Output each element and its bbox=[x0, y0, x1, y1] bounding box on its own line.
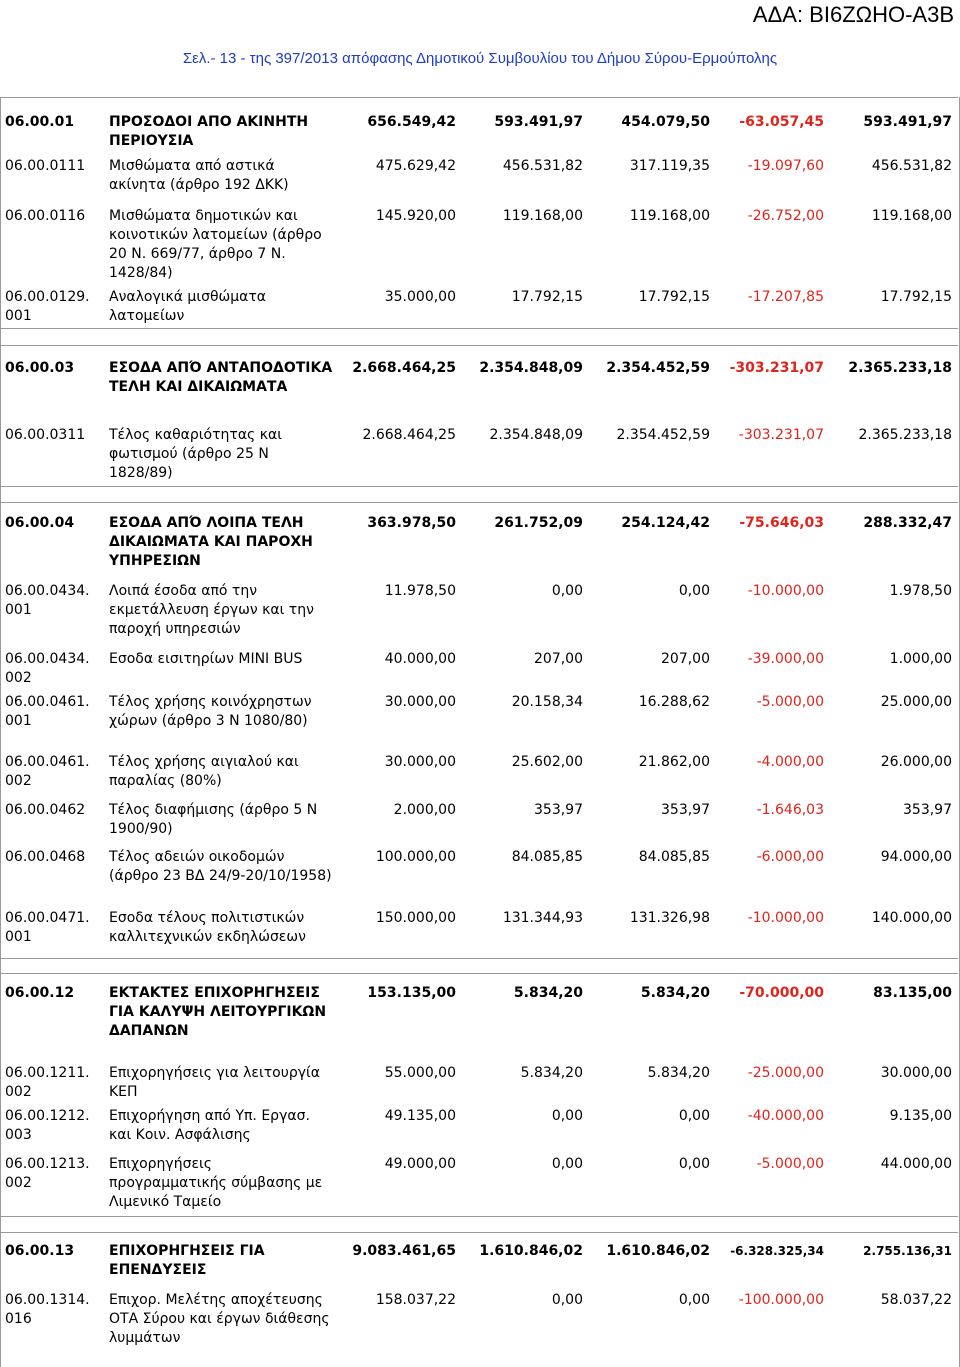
value-col-4: -70.000,00 bbox=[739, 985, 824, 1001]
account-description: Εσοδα εισιτηρίων MINI BUS bbox=[109, 651, 303, 667]
account-code: 06.00.0434. 002 bbox=[5, 651, 90, 686]
value-col-3: 0,00 bbox=[678, 583, 710, 599]
account-description: Εσοδα τέλους πολιτιστικών καλλιτεχνικών εκδηλώσεων bbox=[109, 910, 306, 945]
value-col-1: 656.549,42 bbox=[367, 114, 456, 130]
value-col-2: 2.354.848,09 bbox=[479, 360, 583, 376]
value-col-3: 454.079,50 bbox=[621, 114, 710, 130]
value-col-5: 2.365.233,18 bbox=[848, 360, 952, 376]
value-col-3: 0,00 bbox=[678, 1156, 710, 1172]
account-code: 06.00.0434. 001 bbox=[5, 583, 90, 618]
account-description: ΕΣΟΔΑ ΑΠΌ ΛΟΙΠΑ ΤΕΛΗ ΔΙΚΑΙΩΜΑΤΑ ΚΑΙ ΠΑΡΟΧΗ ΥΠΗΡΕΣΙΩΝ bbox=[109, 515, 313, 569]
value-col-2: 20.158,34 bbox=[511, 694, 583, 710]
value-col-4: -1.646,03 bbox=[756, 802, 824, 818]
value-col-4: -303.231,07 bbox=[738, 427, 824, 443]
account-description: Αναλογικά μισθώματα λατομείων bbox=[109, 289, 267, 324]
value-col-5: 26.000,00 bbox=[880, 754, 952, 770]
value-col-2: 0,00 bbox=[551, 1292, 583, 1308]
account-code: 06.00.0111 bbox=[5, 158, 86, 174]
value-col-4: -25.000,00 bbox=[747, 1065, 824, 1081]
account-code: 06.00.1213. 002 bbox=[5, 1156, 90, 1191]
account-code: 06.00.0468 bbox=[5, 849, 86, 865]
value-col-3: 16.288,62 bbox=[638, 694, 710, 710]
account-code: 06.00.04 bbox=[5, 515, 75, 531]
value-col-4: -10.000,00 bbox=[747, 583, 824, 599]
value-col-4: -6.328.325,34 bbox=[730, 1244, 824, 1258]
value-col-2: 84.085,85 bbox=[511, 849, 583, 865]
value-col-4: -6.000,00 bbox=[756, 849, 824, 865]
value-col-2: 5.834,20 bbox=[513, 985, 583, 1001]
value-col-4: -5.000,00 bbox=[756, 1156, 824, 1172]
value-col-5: 456.531,82 bbox=[871, 158, 952, 174]
value-col-4: -40.000,00 bbox=[747, 1108, 824, 1124]
value-col-1: 2.000,00 bbox=[393, 802, 456, 818]
account-code: 06.00.0461. 002 bbox=[5, 754, 90, 789]
value-col-5: 119.168,00 bbox=[871, 208, 952, 224]
account-code: 06.00.1211. 002 bbox=[5, 1065, 90, 1100]
account-code: 06.00.0471. 001 bbox=[5, 910, 90, 945]
budget-section bbox=[0, 345, 958, 487]
value-col-1: 100.000,00 bbox=[375, 849, 456, 865]
value-col-5: 1.978,50 bbox=[889, 583, 952, 599]
value-col-1: 40.000,00 bbox=[384, 651, 456, 667]
account-code: 06.00.13 bbox=[5, 1243, 75, 1259]
value-col-2: 593.491,97 bbox=[494, 114, 583, 130]
value-col-3: 131.326,98 bbox=[629, 910, 710, 926]
value-col-1: 475.629,42 bbox=[375, 158, 456, 174]
value-col-2: 207,00 bbox=[534, 651, 583, 667]
account-description: ΕΚΤΑΚΤΕΣ ΕΠΙΧΟΡΗΓΗΣΕΙΣ ΓΙΑ ΚΑΛΥΨΗ ΛΕΙΤΟΥΡΓΙΚΩΝ ΔΑΠΑΝΩΝ bbox=[109, 985, 327, 1039]
value-col-4: -303.231,07 bbox=[729, 360, 824, 376]
value-col-4: -100.000,00 bbox=[738, 1292, 824, 1308]
value-col-5: 30.000,00 bbox=[880, 1065, 952, 1081]
account-code: 06.00.0462 bbox=[5, 802, 86, 818]
value-col-5: 353,97 bbox=[903, 802, 952, 818]
value-col-3: 317.119,35 bbox=[629, 158, 710, 174]
account-description: Επιχορηγήσεις προγραμματικής σύμβασης με Λιμενικό Ταμείο bbox=[109, 1156, 323, 1210]
budget-section bbox=[0, 1232, 958, 1367]
value-col-3: 0,00 bbox=[678, 1108, 710, 1124]
value-col-4: -5.000,00 bbox=[756, 694, 824, 710]
account-description: Τέλος καθαριότητας και φωτισμού (άρθρο 25 Ν 1828/89) bbox=[109, 427, 282, 481]
account-code: 06.00.0311 bbox=[5, 427, 86, 443]
value-col-3: 2.354.452,59 bbox=[616, 427, 710, 443]
value-col-5: 593.491,97 bbox=[863, 114, 952, 130]
value-col-2: 0,00 bbox=[551, 583, 583, 599]
value-col-4: -17.207,85 bbox=[747, 289, 824, 305]
value-col-3: 254.124,42 bbox=[621, 515, 710, 531]
value-col-3: 5.834,20 bbox=[647, 1065, 710, 1081]
value-col-5: 140.000,00 bbox=[871, 910, 952, 926]
account-description: Επιχορ. Μελέτης αποχέτευσης ΟΤΑ Σύρου και έργων διάθεσης λυμμάτων bbox=[109, 1292, 330, 1346]
account-description: Λοιπά έσοδα από την εκμετάλλευση έργων και την παροχή υπηρεσιών bbox=[109, 583, 314, 637]
value-col-5: 9.135,00 bbox=[889, 1108, 952, 1124]
account-code: 06.00.1314. 016 bbox=[5, 1292, 90, 1327]
value-col-4: -4.000,00 bbox=[756, 754, 824, 770]
account-description: Τέλος χρήσης κοινόχρηστων χώρων (άρθρο 3 Ν 1080/80) bbox=[109, 694, 312, 729]
value-col-3: 353,97 bbox=[661, 802, 710, 818]
account-code: 06.00.0461. 001 bbox=[5, 694, 90, 729]
value-col-1: 49.000,00 bbox=[384, 1156, 456, 1172]
value-col-3: 5.834,20 bbox=[640, 985, 710, 1001]
value-col-3: 2.354.452,59 bbox=[606, 360, 710, 376]
value-col-4: -39.000,00 bbox=[747, 651, 824, 667]
value-col-4: -19.097,60 bbox=[747, 158, 824, 174]
value-col-4: -26.752,00 bbox=[747, 208, 824, 224]
value-col-1: 363.978,50 bbox=[367, 515, 456, 531]
value-col-2: 261.752,09 bbox=[494, 515, 583, 531]
value-col-3: 17.792,15 bbox=[638, 289, 710, 305]
value-col-5: 25.000,00 bbox=[880, 694, 952, 710]
value-col-5: 1.000,00 bbox=[889, 651, 952, 667]
value-col-5: 2.755.136,31 bbox=[863, 1244, 952, 1258]
value-col-1: 153.135,00 bbox=[367, 985, 456, 1001]
value-col-5: 17.792,15 bbox=[880, 289, 952, 305]
value-col-1: 49.135,00 bbox=[384, 1108, 456, 1124]
value-col-5: 58.037,22 bbox=[880, 1292, 952, 1308]
value-col-2: 0,00 bbox=[551, 1108, 583, 1124]
value-col-1: 35.000,00 bbox=[384, 289, 456, 305]
account-description: Επιχορήγηση από Υπ. Εργασ. και Κοιν. Ασφάλισης bbox=[109, 1108, 310, 1143]
account-description: Μισθώματα δημοτικών και κοινοτικών λατομείων (άρθρο 20 Ν. 669/77, άρθρο 7 Ν. 1428/84) bbox=[109, 208, 322, 281]
value-col-4: -75.646,03 bbox=[739, 515, 824, 531]
value-col-2: 119.168,00 bbox=[502, 208, 583, 224]
account-description: Τέλος χρήσης αιγιαλού και παραλίας (80%) bbox=[109, 754, 299, 789]
value-col-2: 353,97 bbox=[534, 802, 583, 818]
value-col-4: -63.057,45 bbox=[739, 114, 824, 130]
value-col-2: 1.610.846,02 bbox=[479, 1243, 583, 1259]
value-col-5: 2.365.233,18 bbox=[858, 427, 952, 443]
budget-section bbox=[0, 97, 958, 329]
value-col-3: 119.168,00 bbox=[629, 208, 710, 224]
value-col-1: 2.668.464,25 bbox=[352, 360, 456, 376]
account-description: ΕΠΙΧΟΡΗΓΗΣΕΙΣ ΓΙΑ ΕΠΕΝΔΥΣΕΙΣ bbox=[109, 1243, 265, 1278]
value-col-3: 207,00 bbox=[661, 651, 710, 667]
value-col-5: 288.332,47 bbox=[863, 515, 952, 531]
account-description: ΕΣΟΔΑ ΑΠΌ ΑΝΤΑΠΟΔΟΤΙΚΑ ΤΕΛΗ ΚΑΙ ΔΙΚΑΙΩΜΑΤΑ bbox=[109, 360, 333, 395]
budget-section bbox=[0, 973, 958, 1217]
value-col-1: 9.083.461,65 bbox=[352, 1243, 456, 1259]
value-col-1: 11.978,50 bbox=[384, 583, 456, 599]
value-col-2: 5.834,20 bbox=[520, 1065, 583, 1081]
value-col-2: 2.354.848,09 bbox=[489, 427, 583, 443]
value-col-4: -10.000,00 bbox=[747, 910, 824, 926]
account-description: Τέλος αδειών οικοδομών (άρθρο 23 ΒΔ 24/9-20/10/1958) bbox=[109, 849, 332, 884]
value-col-5: 83.135,00 bbox=[873, 985, 952, 1001]
budget-section bbox=[0, 502, 958, 959]
value-col-3: 21.862,00 bbox=[638, 754, 710, 770]
account-code: 06.00.01 bbox=[5, 114, 75, 130]
value-col-1: 158.037,22 bbox=[375, 1292, 456, 1308]
value-col-1: 145.920,00 bbox=[375, 208, 456, 224]
account-code: 06.00.1212. 003 bbox=[5, 1108, 90, 1143]
account-description: Μισθώματα από αστικά ακίνητα (άρθρο 192 ΔΚΚ) bbox=[109, 158, 289, 193]
value-col-1: 30.000,00 bbox=[384, 694, 456, 710]
account-code: 06.00.0129. 001 bbox=[5, 289, 90, 324]
value-col-2: 131.344,93 bbox=[502, 910, 583, 926]
value-col-2: 25.602,00 bbox=[511, 754, 583, 770]
value-col-1: 2.668.464,25 bbox=[362, 427, 456, 443]
account-description: Τέλος διαφήμισης (άρθρο 5 Ν 1900/90) bbox=[109, 802, 318, 837]
ada-code: ΑΔΑ: ΒΙ6ΖΩΗΟ-Α3Β bbox=[752, 2, 954, 27]
value-col-2: 17.792,15 bbox=[511, 289, 583, 305]
value-col-5: 44.000,00 bbox=[880, 1156, 952, 1172]
value-col-2: 456.531,82 bbox=[502, 158, 583, 174]
value-col-3: 0,00 bbox=[678, 1292, 710, 1308]
page-subtitle: Σελ.- 13 - της 397/2013 απόφασης Δημοτικού Συμβουλίου του Δήμου Σύρου-Ερμούπολης bbox=[182, 50, 778, 67]
value-col-3: 1.610.846,02 bbox=[606, 1243, 710, 1259]
value-col-1: 55.000,00 bbox=[384, 1065, 456, 1081]
value-col-2: 0,00 bbox=[551, 1156, 583, 1172]
value-col-3: 84.085,85 bbox=[638, 849, 710, 865]
value-col-5: 94.000,00 bbox=[880, 849, 952, 865]
account-code: 06.00.0116 bbox=[5, 208, 86, 224]
value-col-1: 30.000,00 bbox=[384, 754, 456, 770]
account-description: Επιχορηγήσεις για λειτουργία ΚΕΠ bbox=[109, 1065, 320, 1100]
account-code: 06.00.12 bbox=[5, 985, 75, 1001]
value-col-1: 150.000,00 bbox=[375, 910, 456, 926]
account-code: 06.00.03 bbox=[5, 360, 75, 376]
account-description: ΠΡΟΣΟΔΟΙ ΑΠΟ ΑΚΙΝΗΤΗ ΠΕΡΙΟΥΣΙΑ bbox=[109, 114, 309, 149]
